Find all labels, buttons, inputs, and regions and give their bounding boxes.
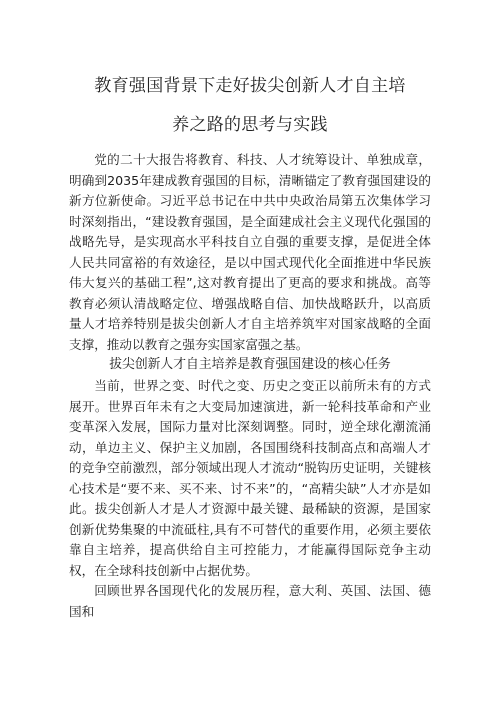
document-title-line-1: 教育强国背景下走好拔尖创新人才自主培 xyxy=(94,76,406,96)
paragraph-1: 党的二十大报告将教育、科技、人才统筹设计、单独成章，明确到2035年建成教育强国的目标，清晰锚定了教育强国建设的新方位新使命。习近平总书记在中共中央政治局第五次集体学习时深刻指出，“建设教育强国，是全面建成社会主义现代化强国的战略先导，是实现高水平科技自立自强的重要支撑，是促进全体人民共同富裕的有效途径，是以中国式现代化全面推进中华民族伟大复兴的基础工程”,这对教育提出了更高的要求和挑战。高等教育必须认清战略定位、增强战略自信、加快战略跃升，以高质量人才培养特别是拔尖创新人才自主培养筑牢对国家战略的全面支撑，推动以教育之强夯实国家富强之基。 xyxy=(69,152,431,352)
paragraph-3: 回顾世界各国现代化的发展历程，意大利、英国、法国、德国和 xyxy=(69,583,431,620)
document-body xyxy=(69,150,431,623)
document-title-line-2: 养之路的思考与实践 xyxy=(172,115,328,135)
section-heading: 拔尖创新人才自主培养是教育强国建设的核心任务 xyxy=(109,357,391,373)
paragraph-2: 当前，世界之变、时代之变、历史之变正以前所未有的方式展开。世界百年未有之大变局加速演进，新一轮科技革命和产业变革深入发展，国际力量对比深刻调整。同时，逆全球化潮流涌动，单边主义、保护主义加剧，各国围绕科技制高点和高端人才的竞争空前激烈，部分领域出现人才流动“脱钩历史证明，关键核心技术是“要不来、买不来、讨不来”的，“高精尖缺”人才亦是如此。拔尖创新人才是人才资源中最关键、最稀缺的资源，是国家创新优势集聚的中流砥柱,具有不可替代的重要作用，必须主要依靠自主培养，提高供给自主可控能力，才能赢得国际竞争主动权，在全球科技创新中占据优势。 xyxy=(69,378,431,578)
